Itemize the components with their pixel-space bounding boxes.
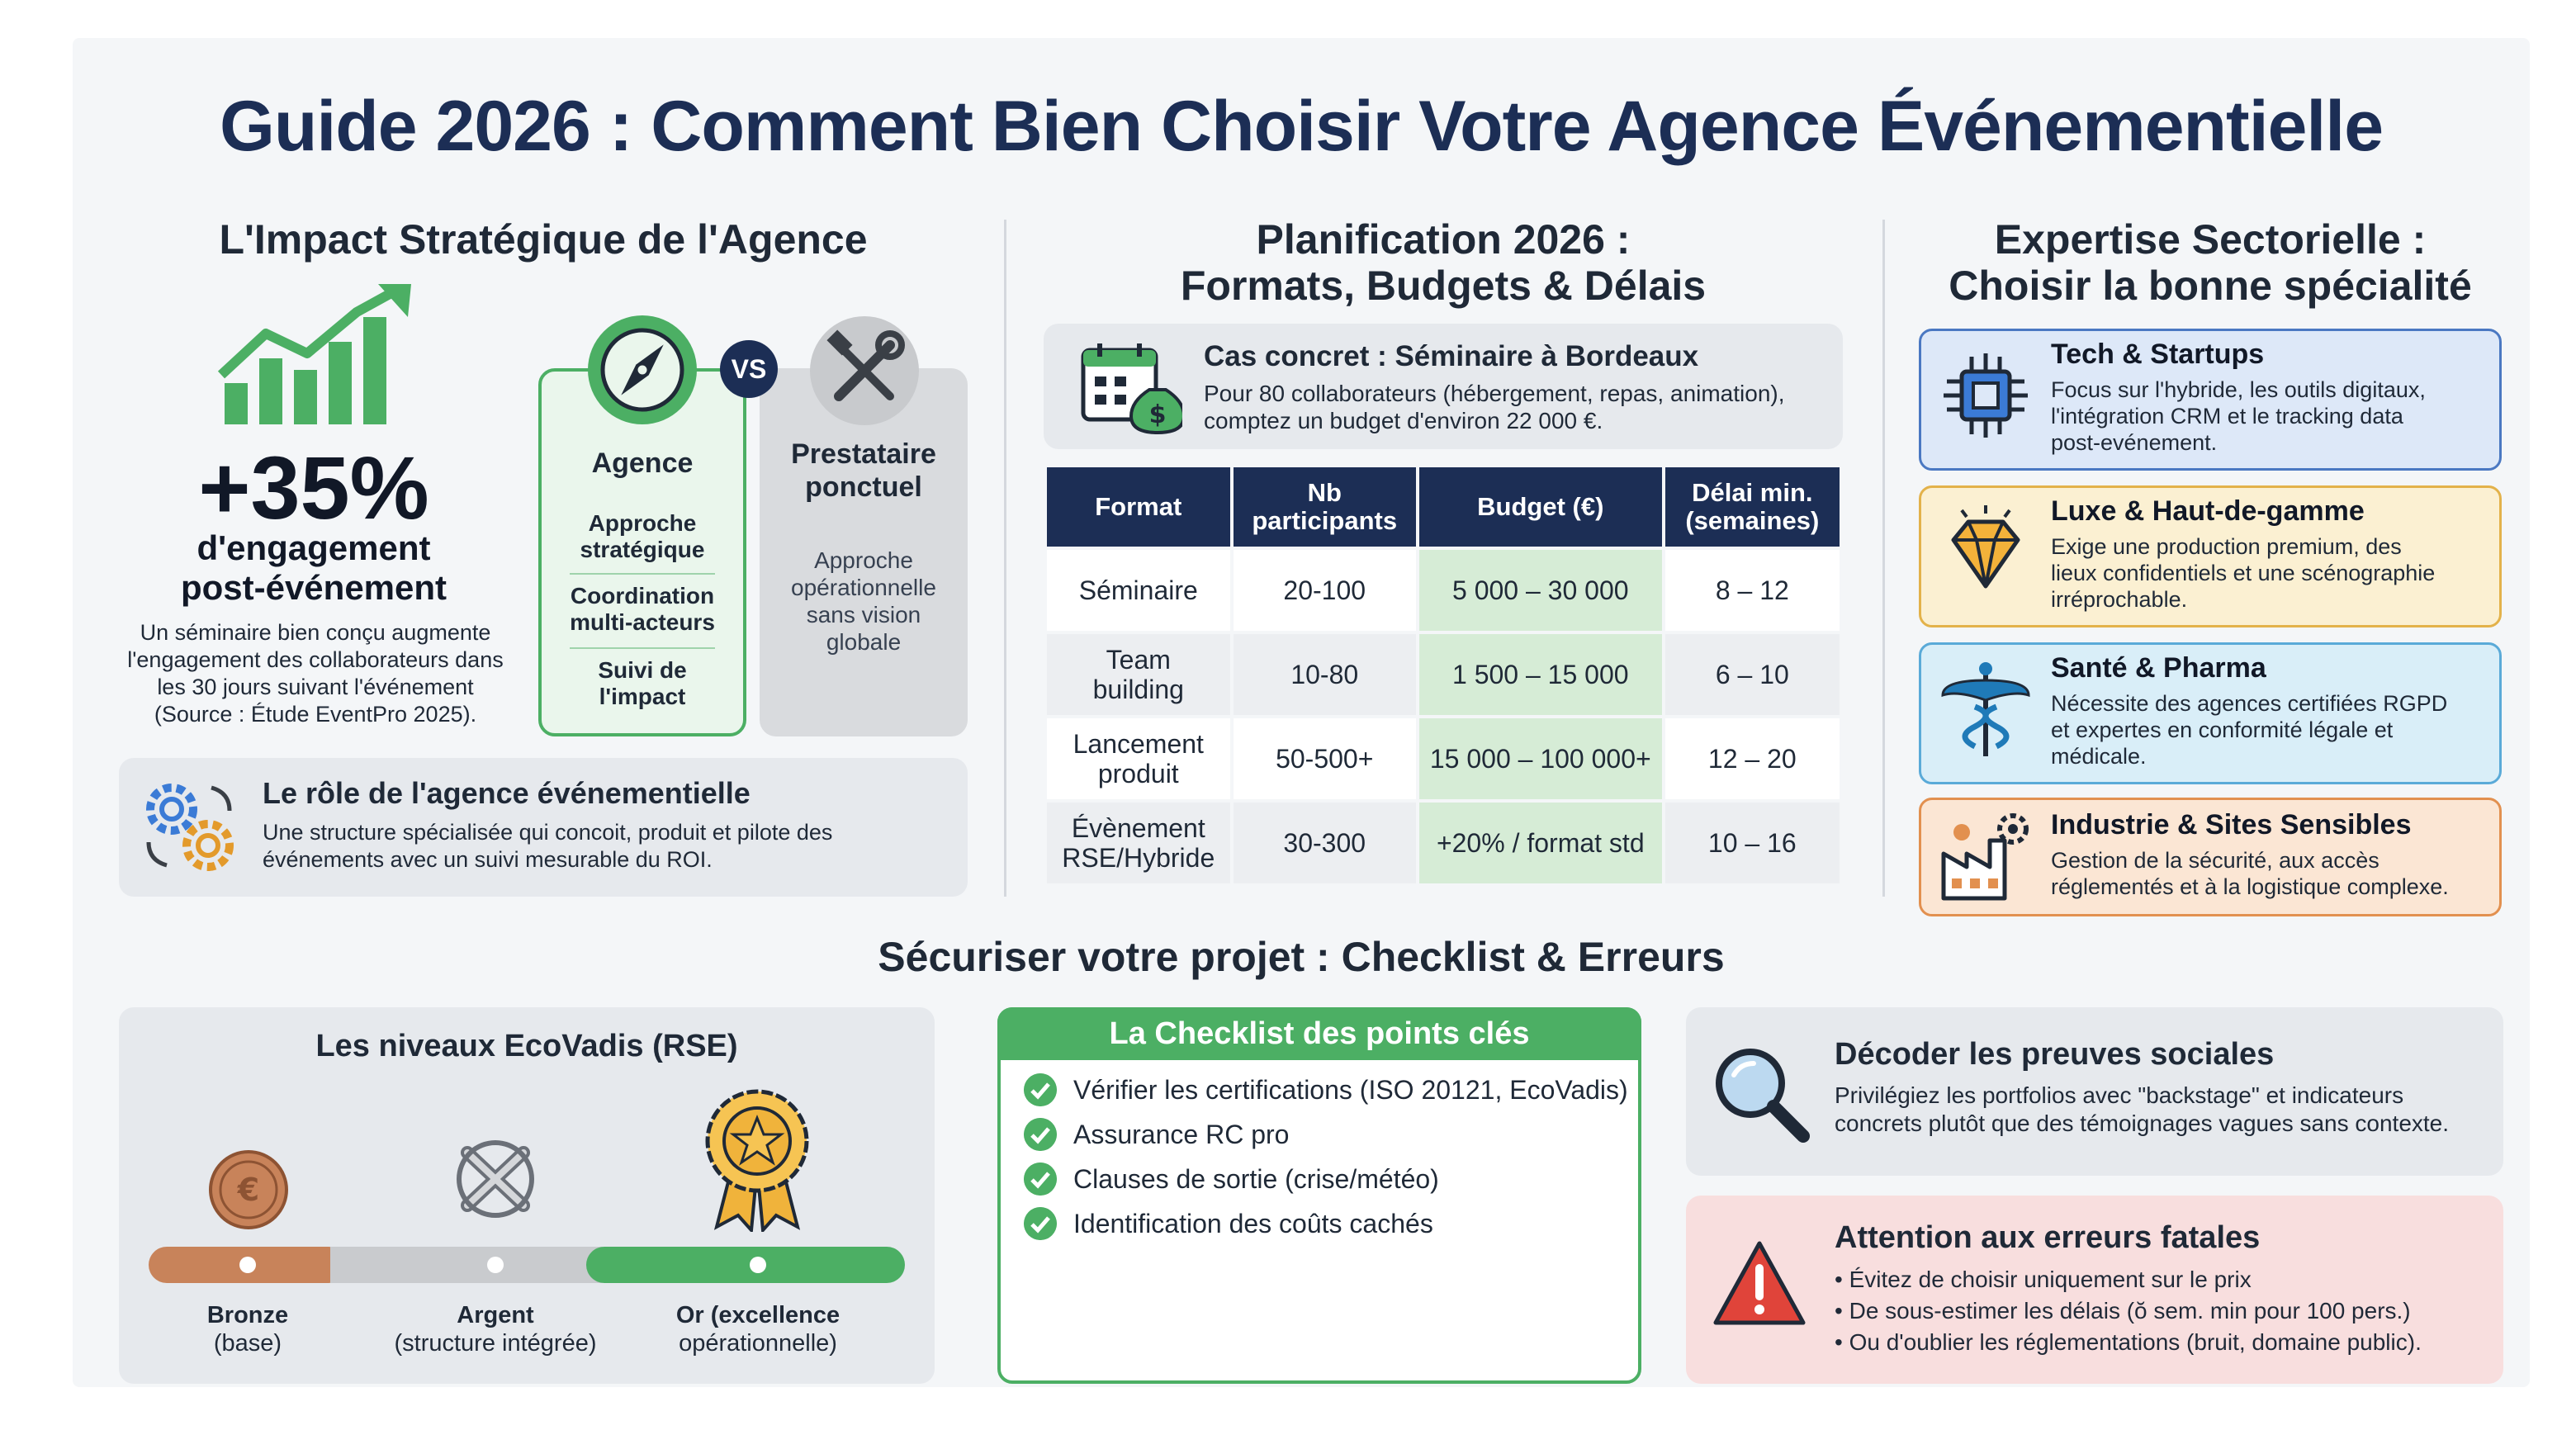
planning-heading-line: Planification 2026 : bbox=[1256, 216, 1631, 263]
sector-desc-line: et expertes en conformité légale et bbox=[2051, 717, 2394, 742]
ecovadis-level-silver bbox=[372, 1301, 619, 1357]
case-study-description bbox=[1204, 380, 1831, 434]
planning-table bbox=[1044, 464, 1843, 887]
agency-point-strategy bbox=[538, 510, 746, 563]
budget-cell: 5 000 – 30 000 bbox=[1419, 550, 1662, 631]
delay-cell: 12 – 20 bbox=[1665, 718, 1840, 799]
table-row bbox=[1047, 634, 1840, 715]
table-header-cell: Délai min. (semaines) bbox=[1665, 467, 1840, 547]
contractor-desc-line: opérationnelle bbox=[791, 575, 936, 600]
sector-title: Santé & Pharma bbox=[2051, 652, 2266, 684]
sector-title: Luxe & Haut-de-gamme bbox=[2051, 495, 2365, 527]
tools-icon bbox=[807, 314, 921, 428]
compass-icon bbox=[585, 312, 700, 428]
agency-point-line: Approche bbox=[588, 510, 697, 536]
error-item-text: Évitez de choisir uniquement sur le prix bbox=[1849, 1267, 2252, 1292]
ecovadis-level-bar bbox=[149, 1245, 905, 1285]
level-name: Or (excellence bbox=[675, 1302, 841, 1328]
contractor-title-line: ponctuel bbox=[805, 471, 922, 503]
level-name: Bronze bbox=[206, 1302, 289, 1328]
checklist-item: Clauses de sortie (crise/météo) bbox=[1073, 1164, 1439, 1194]
agency-divider bbox=[570, 573, 715, 575]
sector-desc-line: médicale. bbox=[2051, 744, 2147, 769]
sector-description bbox=[2051, 533, 2488, 613]
budget-cell: 1 500 – 15 000 bbox=[1419, 634, 1662, 715]
stat-desc-line: l'engagement des collaborateurs dans bbox=[127, 647, 504, 672]
agency-title: Agence bbox=[591, 447, 694, 479]
sector-desc-line: réglementés et à la logistique complexe. bbox=[2051, 874, 2449, 899]
checklist-item: Vérifier les certifications (ISO 20121, EcoVadis) bbox=[1073, 1075, 1628, 1105]
sector-title: Industrie & Sites Sensibles bbox=[2051, 809, 2412, 841]
checklist-item: Identification des coûts cachés bbox=[1073, 1209, 1433, 1238]
format-cell: Lancement produit bbox=[1047, 718, 1230, 799]
calendar-budget-icon bbox=[1078, 339, 1182, 436]
sector-description bbox=[2051, 376, 2488, 456]
format-cell: Évènement RSE/Hybride bbox=[1047, 803, 1230, 883]
checklist-title: La Checklist des points clés bbox=[997, 1007, 1641, 1060]
participants-cell: 10-80 bbox=[1234, 634, 1416, 715]
sector-desc-line: l'intégration CRM et le tracking data bbox=[2051, 404, 2403, 429]
sector-description bbox=[2051, 690, 2488, 769]
check-icon bbox=[1024, 1207, 1057, 1240]
ecovadis-title: Les niveaux EcoVadis (RSE) bbox=[315, 1029, 738, 1063]
agency-role-description bbox=[263, 819, 940, 874]
sector-desc-line: irréprochable. bbox=[2051, 587, 2188, 612]
warning-icon bbox=[1711, 1238, 1808, 1328]
fatal-errors-title: Attention aux erreurs fatales bbox=[1835, 1220, 2261, 1255]
agency-point-line: stratégique bbox=[580, 537, 705, 562]
check-icon bbox=[1024, 1073, 1057, 1106]
engagement-stat-value: +35% bbox=[198, 438, 429, 537]
engagement-stat-label bbox=[124, 528, 504, 608]
check-icon bbox=[1024, 1118, 1057, 1151]
factory-icon bbox=[1937, 807, 2034, 905]
delay-cell: 6 – 10 bbox=[1665, 634, 1840, 715]
secure-heading: Sécuriser votre projet : Checklist & Erreurs bbox=[878, 934, 1725, 980]
sector-description bbox=[2051, 847, 2488, 900]
social-proof-title: Décoder les preuves sociales bbox=[1835, 1037, 2275, 1072]
table-header-cell: Budget (€) bbox=[1419, 467, 1662, 547]
expertise-heading-line: Expertise Sectorielle : bbox=[1994, 216, 2427, 263]
sector-desc-line: Exige une production premium, des bbox=[2051, 534, 2402, 559]
format-cell: Team building bbox=[1047, 634, 1230, 715]
table-row bbox=[1047, 718, 1840, 799]
error-item: • Évitez de choisir uniquement sur le prix bbox=[1835, 1267, 2252, 1292]
agency-divider bbox=[570, 647, 715, 649]
agency-point-line: Coordination bbox=[570, 583, 715, 608]
agency-point-line: l'impact bbox=[599, 684, 686, 709]
agency-role-title: Le rôle de l'agence événementielle bbox=[263, 776, 751, 810]
contractor-desc-line: sans vision bbox=[806, 602, 921, 627]
stat-desc-line: (Source : Étude EventPro 2025). bbox=[154, 702, 477, 727]
level-sub: (base) bbox=[213, 1330, 282, 1357]
sector-desc-line: post-evénement. bbox=[2051, 430, 2218, 455]
gears-icon bbox=[139, 776, 239, 877]
delay-cell: 10 – 16 bbox=[1665, 803, 1840, 883]
case-desc-line: Pour 80 collaborateurs (hébergement, repas, animation), bbox=[1204, 381, 1785, 406]
magnifier-icon bbox=[1709, 1042, 1813, 1146]
table-row bbox=[1047, 803, 1840, 883]
table-header-cell: Format bbox=[1047, 467, 1230, 547]
contractor-description bbox=[760, 547, 968, 656]
contractor-desc-line: globale bbox=[826, 629, 902, 655]
sector-desc-line: lieux confidentiels et une scénographie bbox=[2051, 561, 2436, 585]
expertise-heading bbox=[1899, 216, 2522, 309]
role-desc-line: événements avec un suivi mesurable du ROI. bbox=[263, 847, 713, 872]
level-name: Argent bbox=[457, 1302, 534, 1328]
diamond-icon bbox=[1937, 504, 2034, 601]
engagement-stat-description bbox=[101, 619, 530, 728]
checklist-card bbox=[997, 1007, 1641, 1384]
participants-cell: 20-100 bbox=[1234, 550, 1416, 631]
agency-point-coordination bbox=[538, 583, 746, 636]
proof-desc-line: Privilégiez les portfolios avec "backstage" et indicateurs bbox=[1835, 1082, 2404, 1108]
case-desc-line: comptez un budget d'environ 22 000 €. bbox=[1204, 408, 1603, 433]
level-sub: (structure intégrée) bbox=[394, 1330, 597, 1357]
bronze-coin-icon bbox=[208, 1149, 289, 1230]
contractor-desc-line: Approche bbox=[814, 547, 913, 573]
sector-desc-line: Gestion de la sécurité, aux accès bbox=[2051, 848, 2379, 873]
silver-link-icon bbox=[443, 1128, 548, 1230]
page-title: Guide 2026 : Comment Bien Choisir Votre Agence Événementielle bbox=[219, 87, 2384, 166]
sector-desc-line: Nécessite des agences certifiées RGPD bbox=[2051, 691, 2448, 716]
stat-desc-line: Un séminaire bien conçu augmente bbox=[140, 620, 491, 645]
error-item: • Ou d'oublier les réglementations (bruit, domaine public). bbox=[1835, 1329, 2422, 1355]
svg-text:$: $ bbox=[1148, 400, 1167, 429]
table-header-row bbox=[1047, 467, 1840, 547]
chip-icon bbox=[1937, 347, 2034, 444]
proof-desc-line: concrets plutôt que des témoignages vagues sans contexte. bbox=[1835, 1110, 2450, 1136]
check-icon bbox=[1024, 1163, 1057, 1196]
stat-label-line: d'engagement bbox=[197, 528, 431, 567]
participants-cell: 50-500+ bbox=[1234, 718, 1416, 799]
error-item-text: De sous-estimer les délais (ŏ sem. min pour 100 pers.) bbox=[1849, 1298, 2411, 1324]
budget-cell: +20% / format std bbox=[1419, 803, 1662, 883]
budget-cell: 15 000 – 100 000+ bbox=[1419, 718, 1662, 799]
stat-desc-line: les 30 jours suivant l'événement bbox=[157, 675, 474, 699]
agency-point-line: multi-acteurs bbox=[570, 609, 715, 635]
format-cell: Séminaire bbox=[1047, 550, 1230, 631]
sector-title: Tech & Startups bbox=[2051, 339, 2265, 370]
social-proof-description bbox=[1835, 1082, 2495, 1138]
error-item: • De sous-estimer les délais (ŏ sem. min pour 100 pers.) bbox=[1835, 1298, 2411, 1324]
checklist-item: Assurance RC pro bbox=[1073, 1120, 1290, 1149]
delay-cell: 8 – 12 bbox=[1665, 550, 1840, 631]
caduceus-icon bbox=[1937, 659, 2034, 761]
vs-badge: VS bbox=[720, 340, 778, 398]
role-desc-line: Une structure spécialisée qui concoit, produit et pilote des bbox=[263, 820, 833, 845]
agency-point-impact bbox=[538, 657, 746, 710]
column-divider bbox=[1004, 220, 1006, 897]
growth-chart-icon bbox=[216, 284, 414, 429]
ecovadis-level-bronze bbox=[165, 1301, 330, 1357]
table-row bbox=[1047, 550, 1840, 631]
planning-heading bbox=[1044, 216, 1843, 309]
svg-text:€: € bbox=[237, 1172, 260, 1208]
agency-point-line: Suivi de bbox=[598, 657, 687, 683]
case-study-title: Cas concret : Séminaire à Bordeaux bbox=[1204, 340, 1699, 372]
expertise-heading-line: Choisir la bonne spécialité bbox=[1949, 263, 2472, 309]
ecovadis-level-gold bbox=[634, 1301, 882, 1357]
contractor-title-line: Prestataire bbox=[791, 438, 936, 470]
planning-heading-line: Formats, Budgets & Délais bbox=[1180, 263, 1707, 309]
error-item-text: Ou d'oublier les réglementations (bruit, domaine public). bbox=[1849, 1329, 2422, 1355]
table-header-cell: Nb participants bbox=[1234, 467, 1416, 547]
sector-desc-line: Focus sur l'hybride, les outils digitaux, bbox=[2051, 377, 2426, 402]
participants-cell: 30-300 bbox=[1234, 803, 1416, 883]
stat-label-line: post-événement bbox=[180, 568, 447, 607]
column-divider bbox=[1882, 220, 1885, 897]
level-sub: opérationnelle) bbox=[679, 1330, 837, 1357]
contractor-title bbox=[760, 438, 968, 504]
gold-medal-icon bbox=[702, 1087, 812, 1232]
impact-heading: L'Impact Stratégique de l'Agence bbox=[219, 216, 868, 263]
